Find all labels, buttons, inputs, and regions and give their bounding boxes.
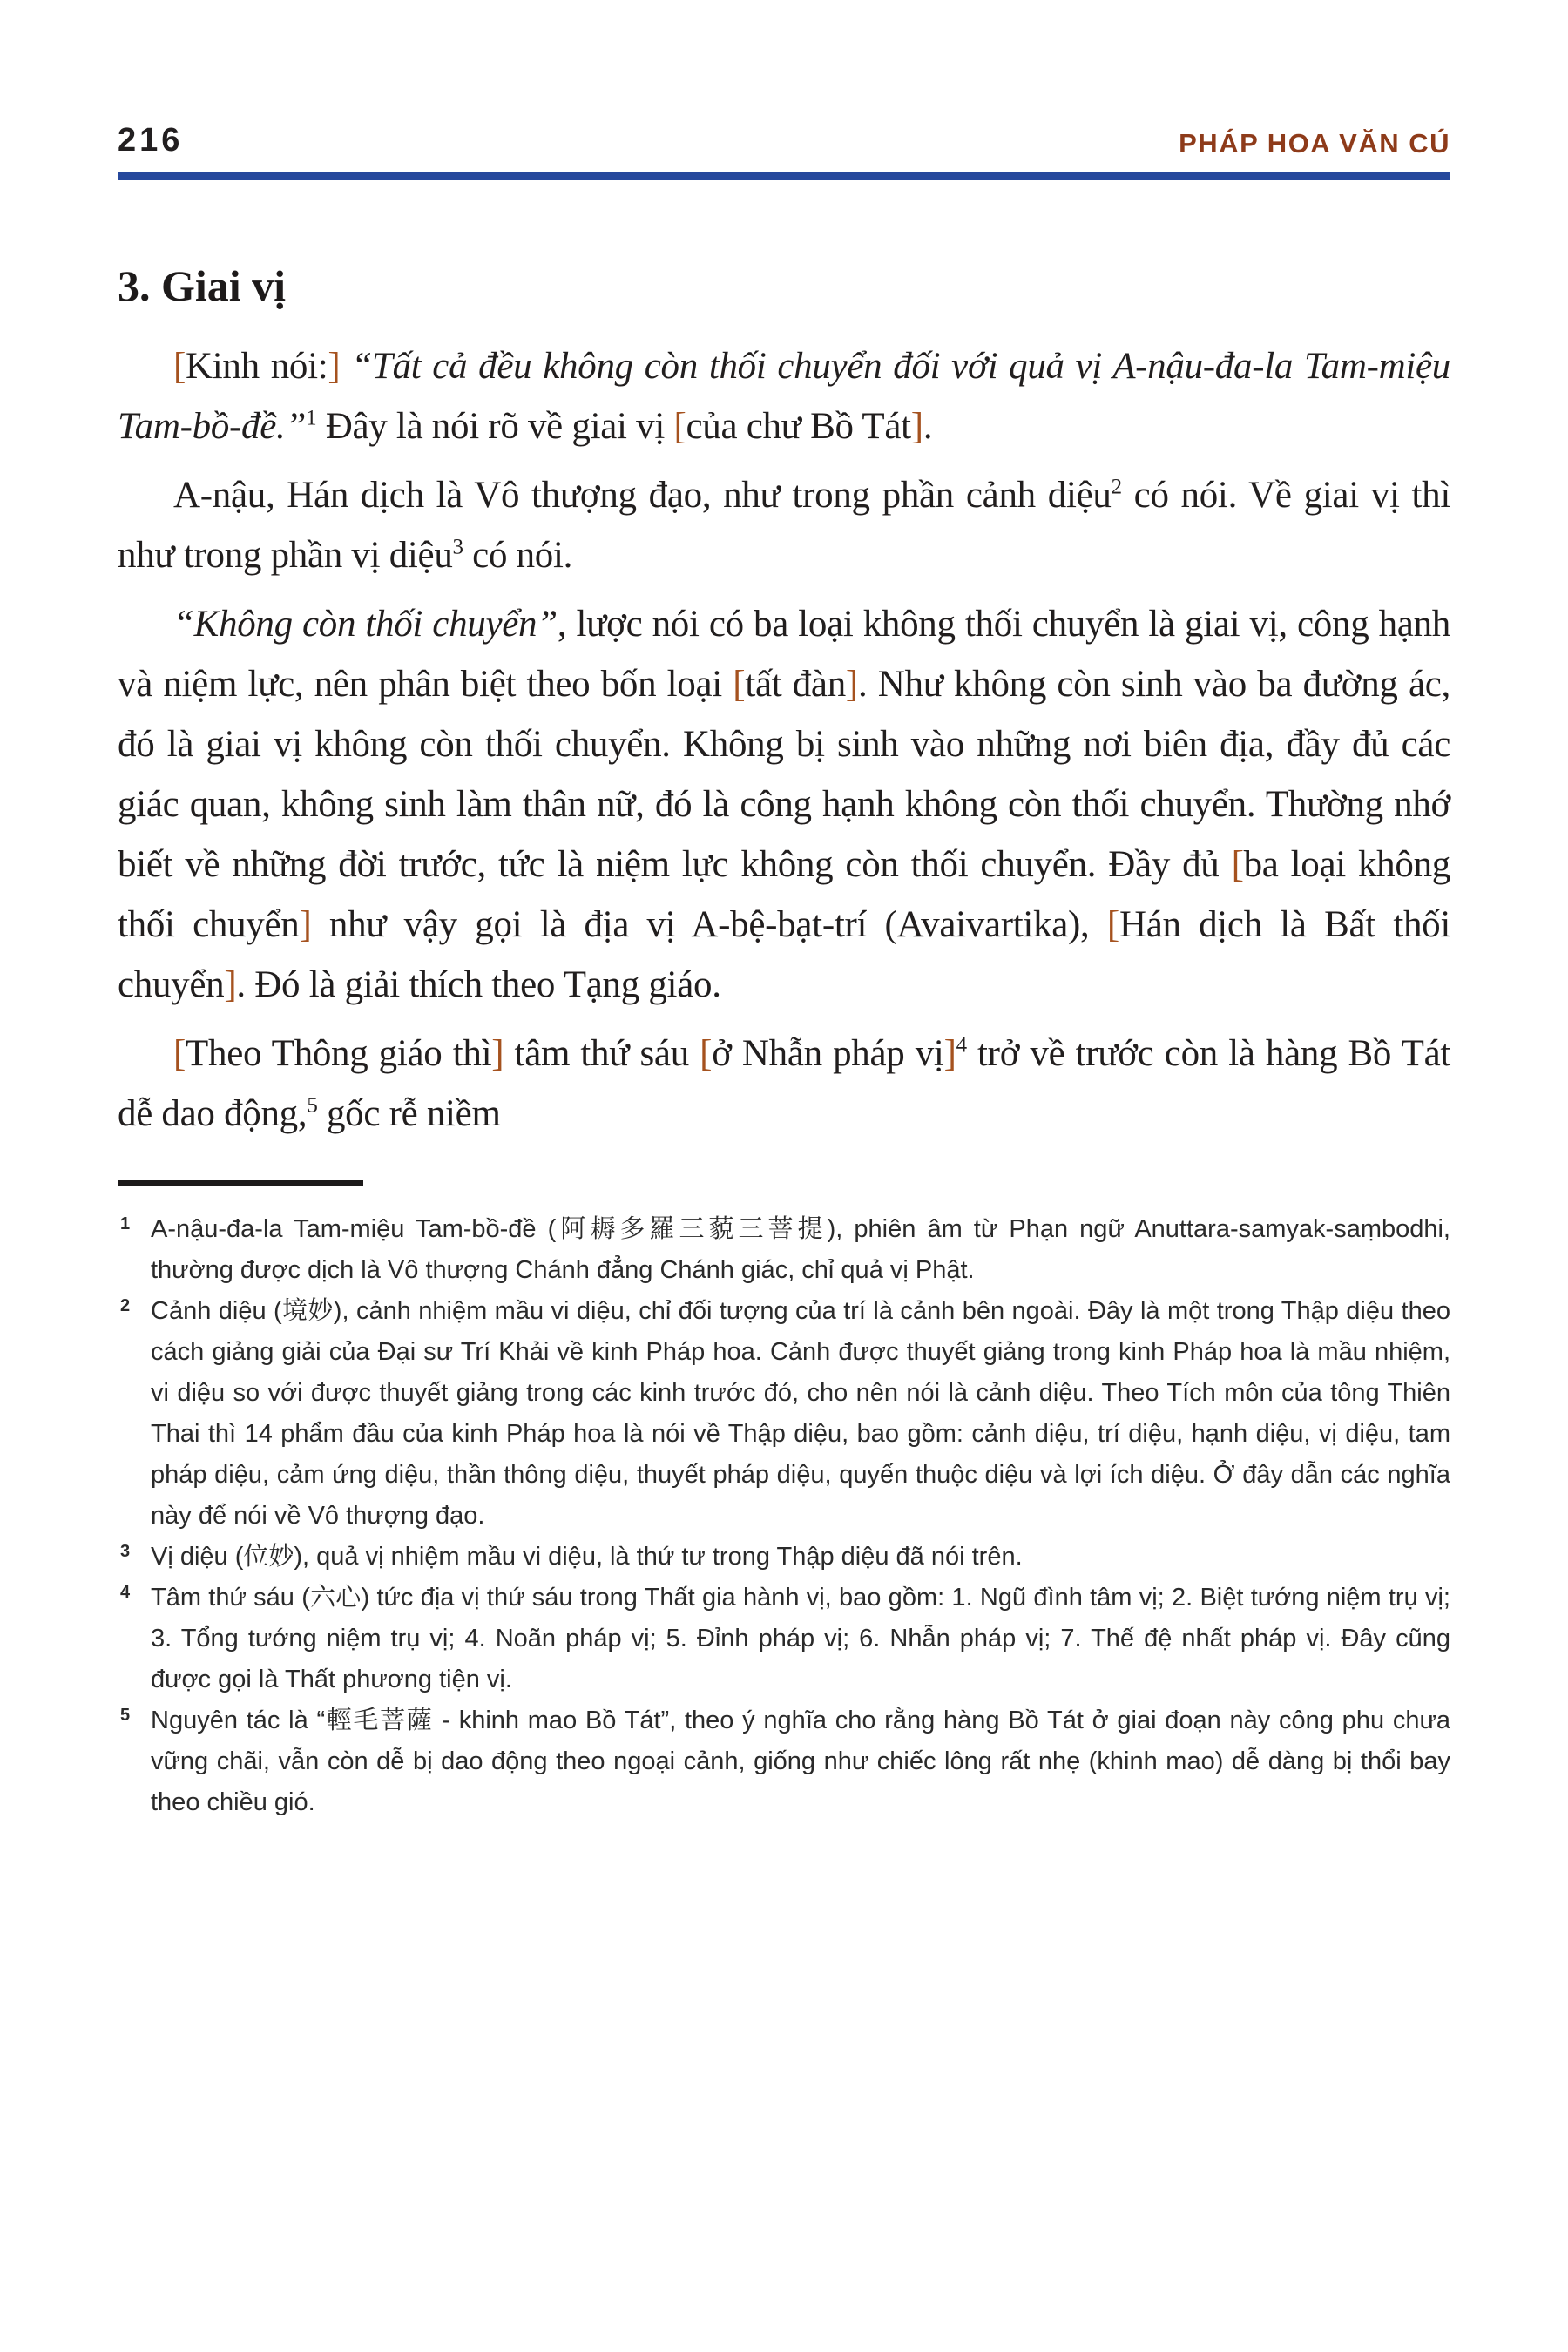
text-segment: , lược nói có ba loại không thối chuyển là giai vị, công hạnh và niệm lực, nên phân biệt theo bốn loại [118,604,1450,705]
footnote-reference: 1 [306,406,317,430]
text-segment: có nói. Về giai vị thì như trong phần vị diệu [118,475,1450,576]
running-title: PHÁP HOA VĂN CÚ [1179,128,1450,159]
footnote-number: 1 [120,1214,131,1233]
footnote-number: 5 [120,1706,131,1725]
paragraph [118,1024,1450,1144]
text-segment: trở về trước còn là hàng Bồ Tát dễ dao động, [118,1033,1450,1134]
text-segment: ở Nhẫn pháp vị [712,1033,944,1074]
footnote-text: Nguyên tác là “輕毛菩薩 - khinh mao Bồ Tát”, theo ý nghĩa cho rằng hàng Bồ Tát ở giai đoạn này công phu chưa vững chãi, vẫn còn dễ bị dao động theo ngoại cảnh, giống như chiếc lông rất nhẹ (khinh mao) dễ dàng bị thổi bay theo chiều gió. [151,1707,1450,1816]
text-segment: của chư Bồ Tát [686,406,911,447]
text-segment: “Không còn thối chuyển” [173,604,558,645]
footnote [118,1578,1450,1700]
text-segment: Đây là nói rõ về giai vị [316,406,674,447]
footnote-number: 3 [120,1542,131,1561]
footnote-reference: 2 [1111,475,1122,499]
text-segment: . [923,406,933,447]
body-paragraphs [118,336,1450,1144]
text-segment: . Đó là giải thích theo Tạng giáo. [236,964,721,1005]
footnote [118,1700,1450,1823]
footnote-text: A-nậu-đa-la Tam-miệu Tam-bồ-đề (阿耨多羅三藐三菩提), phiên âm từ Phạn ngữ Anuttara-samyak-saṃbodhi, thường được dịch là Vô thượng Chánh đẳng Chánh giác, chỉ quả vị Phật. [151,1215,1450,1284]
text-segment: Theo Thông giáo thì [186,1033,492,1074]
text-segment: ] [910,406,923,447]
text-segment: ] [328,346,341,387]
text-segment: ] [224,964,237,1005]
text-segment: Hán dịch là Bất thối chuyển [118,904,1451,1005]
footnotes-list [118,1209,1450,1823]
footnote-reference: 5 [307,1093,318,1118]
text-segment: ba loại không thối chuyển [118,844,1450,945]
text-segment: ] [845,664,858,705]
paragraph [118,465,1450,585]
footnote [118,1537,1450,1578]
text-segment: như vậy gọi là địa vị A-bệ-bạt-trí (Avaivartika), [311,904,1107,945]
footnote-number: 4 [120,1583,131,1602]
text-segment: . Như không còn sinh vào ba đường ác, đó là giai vị không còn thối chuyển. Không bị sinh vào những nơi biên địa, đầy đủ các giác quan, không sinh làm thân nữ, đó là công hạnh không còn thối chuyển. Thường nhớ biết về những đời trước, tức là niệm lực không còn thối chuyển. Đầy đủ [118,664,1450,885]
text-segment: [ [1106,904,1119,945]
text-segment: Kinh nói: [186,346,328,387]
footnote-text: Tâm thứ sáu (六心) tức địa vị thứ sáu trong Thất gia hành vị, bao gồm: 1. Ngũ đình tâm vị; 2. Biệt tướng niệm trụ vị; 3. Tổng tướng niệm trụ vị; 4. Noãn pháp vị; 5. Đỉnh pháp vị; 6. Nhẫn pháp vị; 7. Thế đệ nhất pháp vị. Đây cũng được gọi là Thất phương tiện vị. [151,1584,1450,1693]
paragraph [118,336,1450,456]
text-segment: “Tất cả đều không còn thối chuyển đối với quả vị A-nậu-đa-la Tam-miệu Tam-bồ-đề.” [118,346,1450,447]
text-segment: [ [1231,844,1244,885]
text-segment: [ [173,1033,186,1074]
text-segment: có nói. [463,535,573,576]
text-segment: gốc rễ niềm [317,1093,501,1134]
header-rule [118,172,1450,180]
text-segment: ] [943,1033,956,1074]
text-segment: tất đàn [745,664,846,705]
text-segment: ] [491,1033,504,1074]
text-segment: ] [299,904,312,945]
footnote [118,1291,1450,1537]
footnote-number: 2 [120,1296,131,1315]
footnote-text: Cảnh diệu (境妙), cảnh nhiệm mầu vi diệu, chỉ đối tượng của trí là cảnh bên ngoài. Đây là một trong Thập diệu theo cách giảng giải của Đại sư Trí Khải về kinh Pháp hoa. Cảnh được thuyết giảng trong kinh Pháp hoa là mầu nhiệm, vi diệu so với được thuyết giảng trong các kinh trước đó, cho nên nói là cảnh diệu. Theo Tích môn của tông Thiên Thai thì 14 phẩm đầu của kinh Pháp hoa là nói về Thập diệu, bao gồm: cảnh diệu, trí diệu, hạnh diệu, vị diệu, tam pháp diệu, cảm ứng diệu, thần thông diệu, thuyết pháp diệu, quyến thuộc diệu và lợi ích diệu. Ở đây dẫn các nghĩa này để nói về Vô thượng đạo. [151,1297,1450,1530]
footnote-text: Vị diệu (位妙), quả vị nhiệm mầu vi diệu, là thứ tư trong Thập diệu đã nói trên. [151,1543,1023,1571]
footnote [118,1209,1450,1291]
text-segment: [ [173,346,186,387]
text-segment: tâm thứ sáu [504,1033,700,1074]
footnote-reference: 4 [956,1033,967,1058]
text-segment: A-nậu, Hán dịch là Vô thượng đạo, như trong phần cảnh diệu [173,475,1112,516]
page-number: 216 [118,122,184,159]
text-segment: [ [733,664,746,705]
section-heading: 3. Giai vị [118,261,287,310]
footnote-separator-rule [118,1180,363,1186]
text-segment: [ [673,406,686,447]
paragraph [118,594,1450,1015]
footnote-reference: 3 [452,535,463,559]
text-segment: [ [700,1033,713,1074]
running-header [118,122,1450,159]
